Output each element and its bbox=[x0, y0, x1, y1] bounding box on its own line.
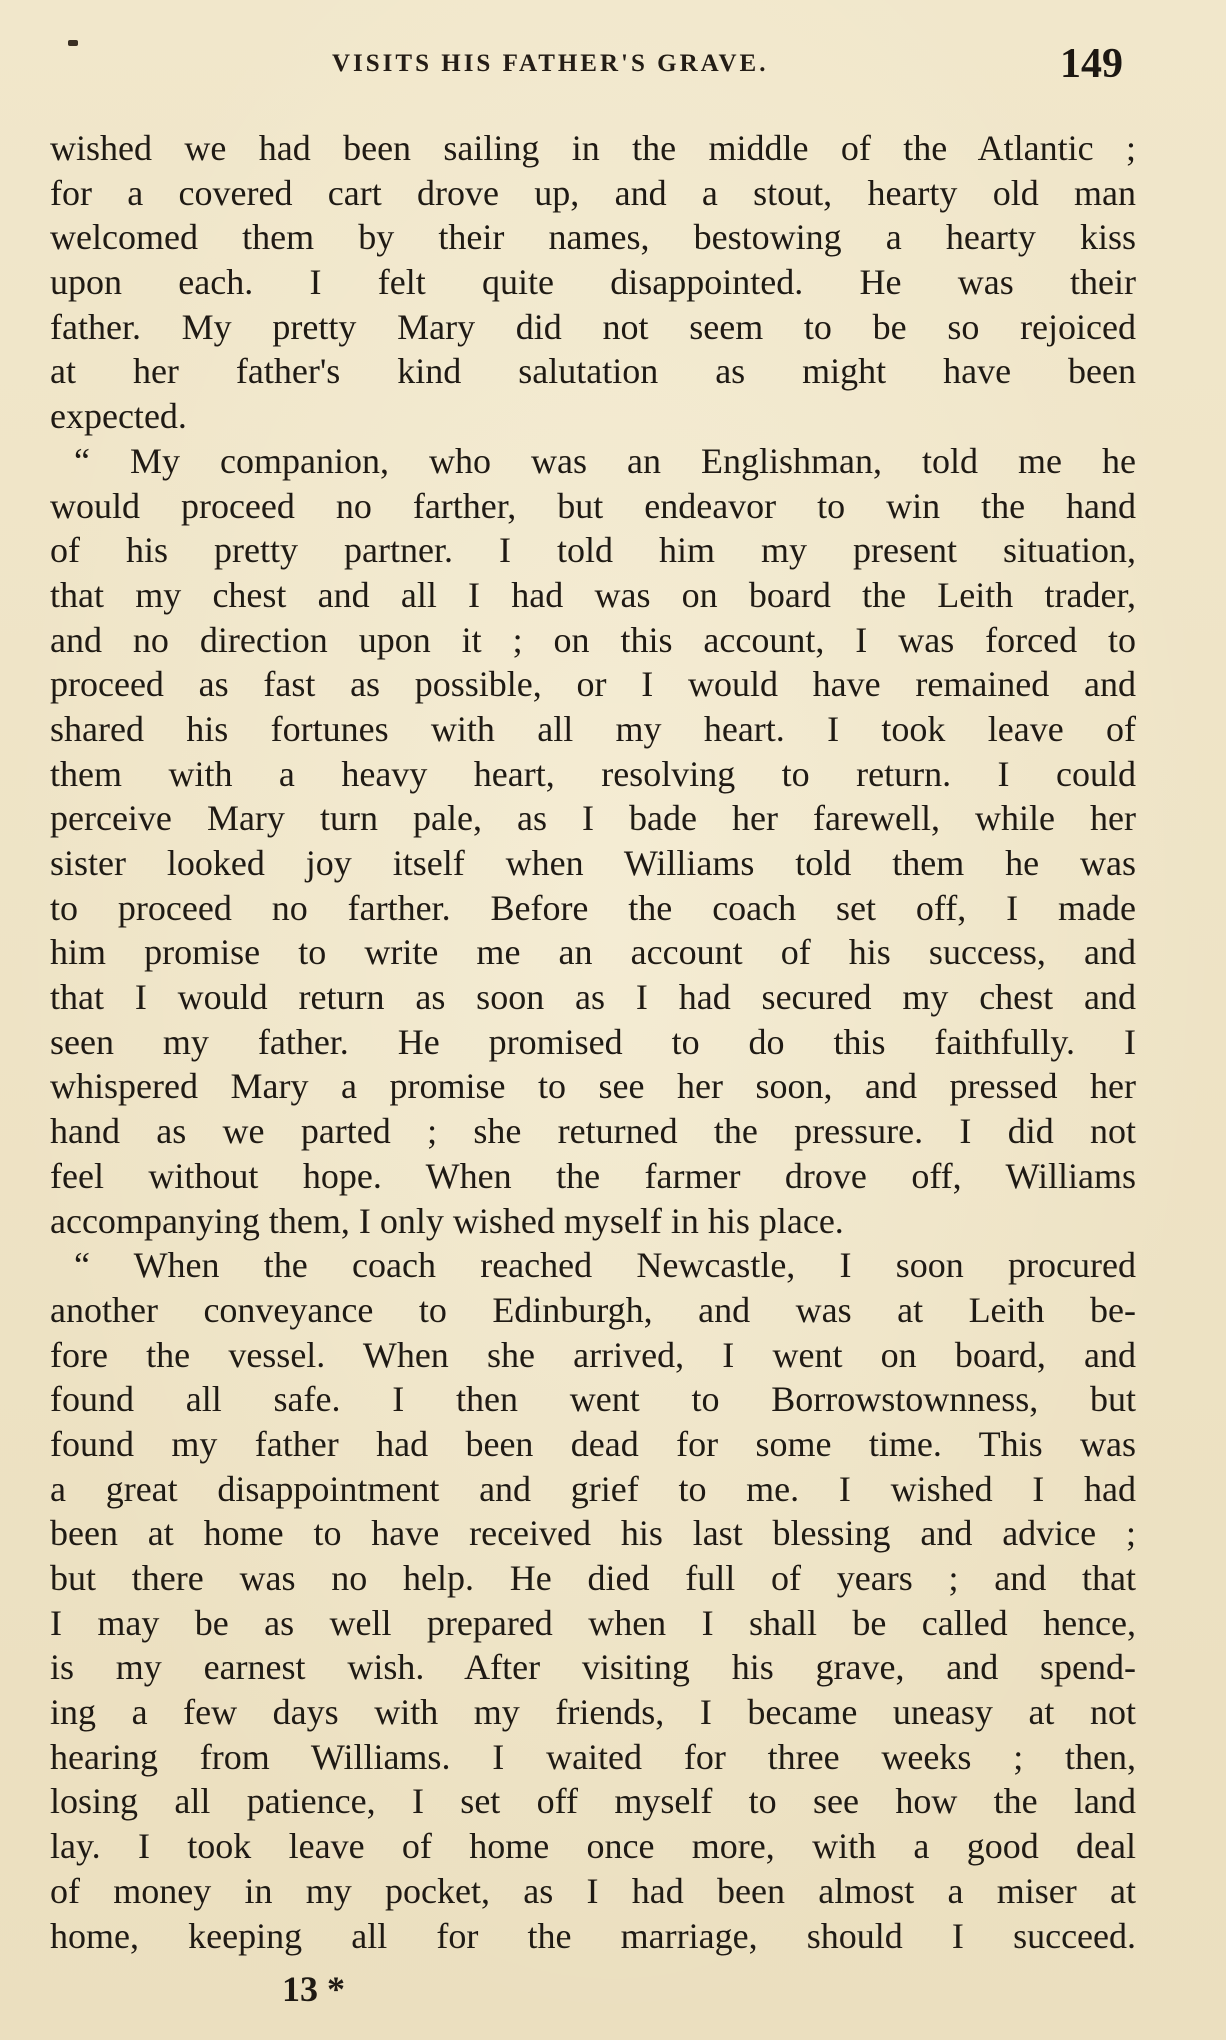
text-line: hearing from Williams. I waited for three weeks ; then, bbox=[50, 1736, 1136, 1777]
text-line: “ My companion, who was an Englishman, told me he bbox=[74, 440, 1136, 481]
page-number: 149 bbox=[1060, 41, 1123, 87]
text-line: found my father had been dead for some time. This was bbox=[50, 1423, 1136, 1464]
text-line: “ When the coach reached Newcastle, I soon procured bbox=[74, 1245, 1136, 1286]
text-line: is my earnest wish. After visiting his grave, and spend- bbox=[50, 1647, 1136, 1688]
text-line: accompanying them, I only wished myself in his place. bbox=[50, 1200, 844, 1241]
text-line: at her father's kind salutation as might have been bbox=[50, 351, 1136, 392]
text-line: for a covered cart drove up, and a stout, hearty old man bbox=[50, 172, 1136, 213]
text-line: him promise to write me an account of his success, and bbox=[50, 932, 1136, 973]
text-line: upon each. I felt quite disappointed. He was their bbox=[50, 262, 1136, 303]
text-line: that I would return as soon as I had secured my chest and bbox=[50, 977, 1136, 1018]
text-line: I may be as well prepared when I shall be called hence, bbox=[50, 1602, 1136, 1643]
text-line: losing all patience, I set off myself to see how the land bbox=[50, 1781, 1136, 1822]
text-line: home, keeping all for the marriage, should I succeed. bbox=[50, 1915, 1136, 1956]
text-line: fore the vessel. When she arrived, I went on board, and bbox=[50, 1334, 1136, 1375]
text-line: hand as we parted ; she returned the pressure. I did not bbox=[50, 1111, 1136, 1152]
text-line: welcomed them by their names, bestowing a hearty kiss bbox=[50, 217, 1136, 258]
text-line: perceive Mary turn pale, as I bade her farewell, while her bbox=[50, 798, 1136, 839]
text-line: of his pretty partner. I told him my present situation, bbox=[50, 530, 1136, 571]
text-line: and no direction upon it ; on this account, I was forced to bbox=[50, 619, 1136, 660]
text-line: but there was no help. He died full of years ; and that bbox=[50, 1558, 1136, 1598]
text-line: feel without hope. When the farmer drove off, Williams bbox=[50, 1155, 1136, 1196]
text-line: been at home to have received his last blessing and advice ; bbox=[50, 1513, 1136, 1554]
text-line: sister looked joy itself when Williams told them he was bbox=[50, 843, 1136, 883]
text-line: found all safe. I then went to Borrowstownness, but bbox=[50, 1379, 1136, 1420]
text-line: proceed as fast as possible, or I would have remained and bbox=[50, 664, 1136, 705]
text-line: another conveyance to Edinburgh, and was at Leith be- bbox=[50, 1289, 1136, 1330]
text-line: whispered Mary a promise to see her soon, and pressed her bbox=[50, 1066, 1136, 1107]
body-text bbox=[50, 126, 1136, 1958]
text-line: of money in my pocket, as I had been almost a miser at bbox=[50, 1870, 1136, 1911]
text-line: would proceed no farther, but endeavor to win the hand bbox=[50, 485, 1136, 526]
text-line: lay. I took leave of home once more, with a good deal bbox=[50, 1826, 1136, 1867]
text-line: shared his fortunes with all my heart. I took leave of bbox=[50, 708, 1136, 749]
text-line: seen my father. He promised to do this faithfully. I bbox=[50, 1021, 1136, 1062]
text-line: wished we had been sailing in the middle of the Atlantic ; bbox=[50, 128, 1136, 168]
text-line: that my chest and all I had was on board the Leith trader, bbox=[50, 574, 1136, 615]
text-line: expected. bbox=[50, 396, 187, 437]
text-line: to proceed no farther. Before the coach set off, I made bbox=[50, 887, 1136, 928]
text-line: a great disappointment and grief to me. I wished I had bbox=[50, 1468, 1136, 1509]
text-line: ing a few days with my friends, I became uneasy at not bbox=[50, 1692, 1136, 1733]
text-line: them with a heavy heart, resolving to return. I could bbox=[50, 753, 1136, 794]
signature-mark: 13 * bbox=[282, 1969, 345, 2009]
running-head: VISITS HIS FATHER'S GRAVE. bbox=[332, 50, 769, 77]
ink-speck bbox=[68, 40, 78, 46]
text-line: father. My pretty Mary did not seem to be so rejoiced bbox=[50, 306, 1136, 347]
